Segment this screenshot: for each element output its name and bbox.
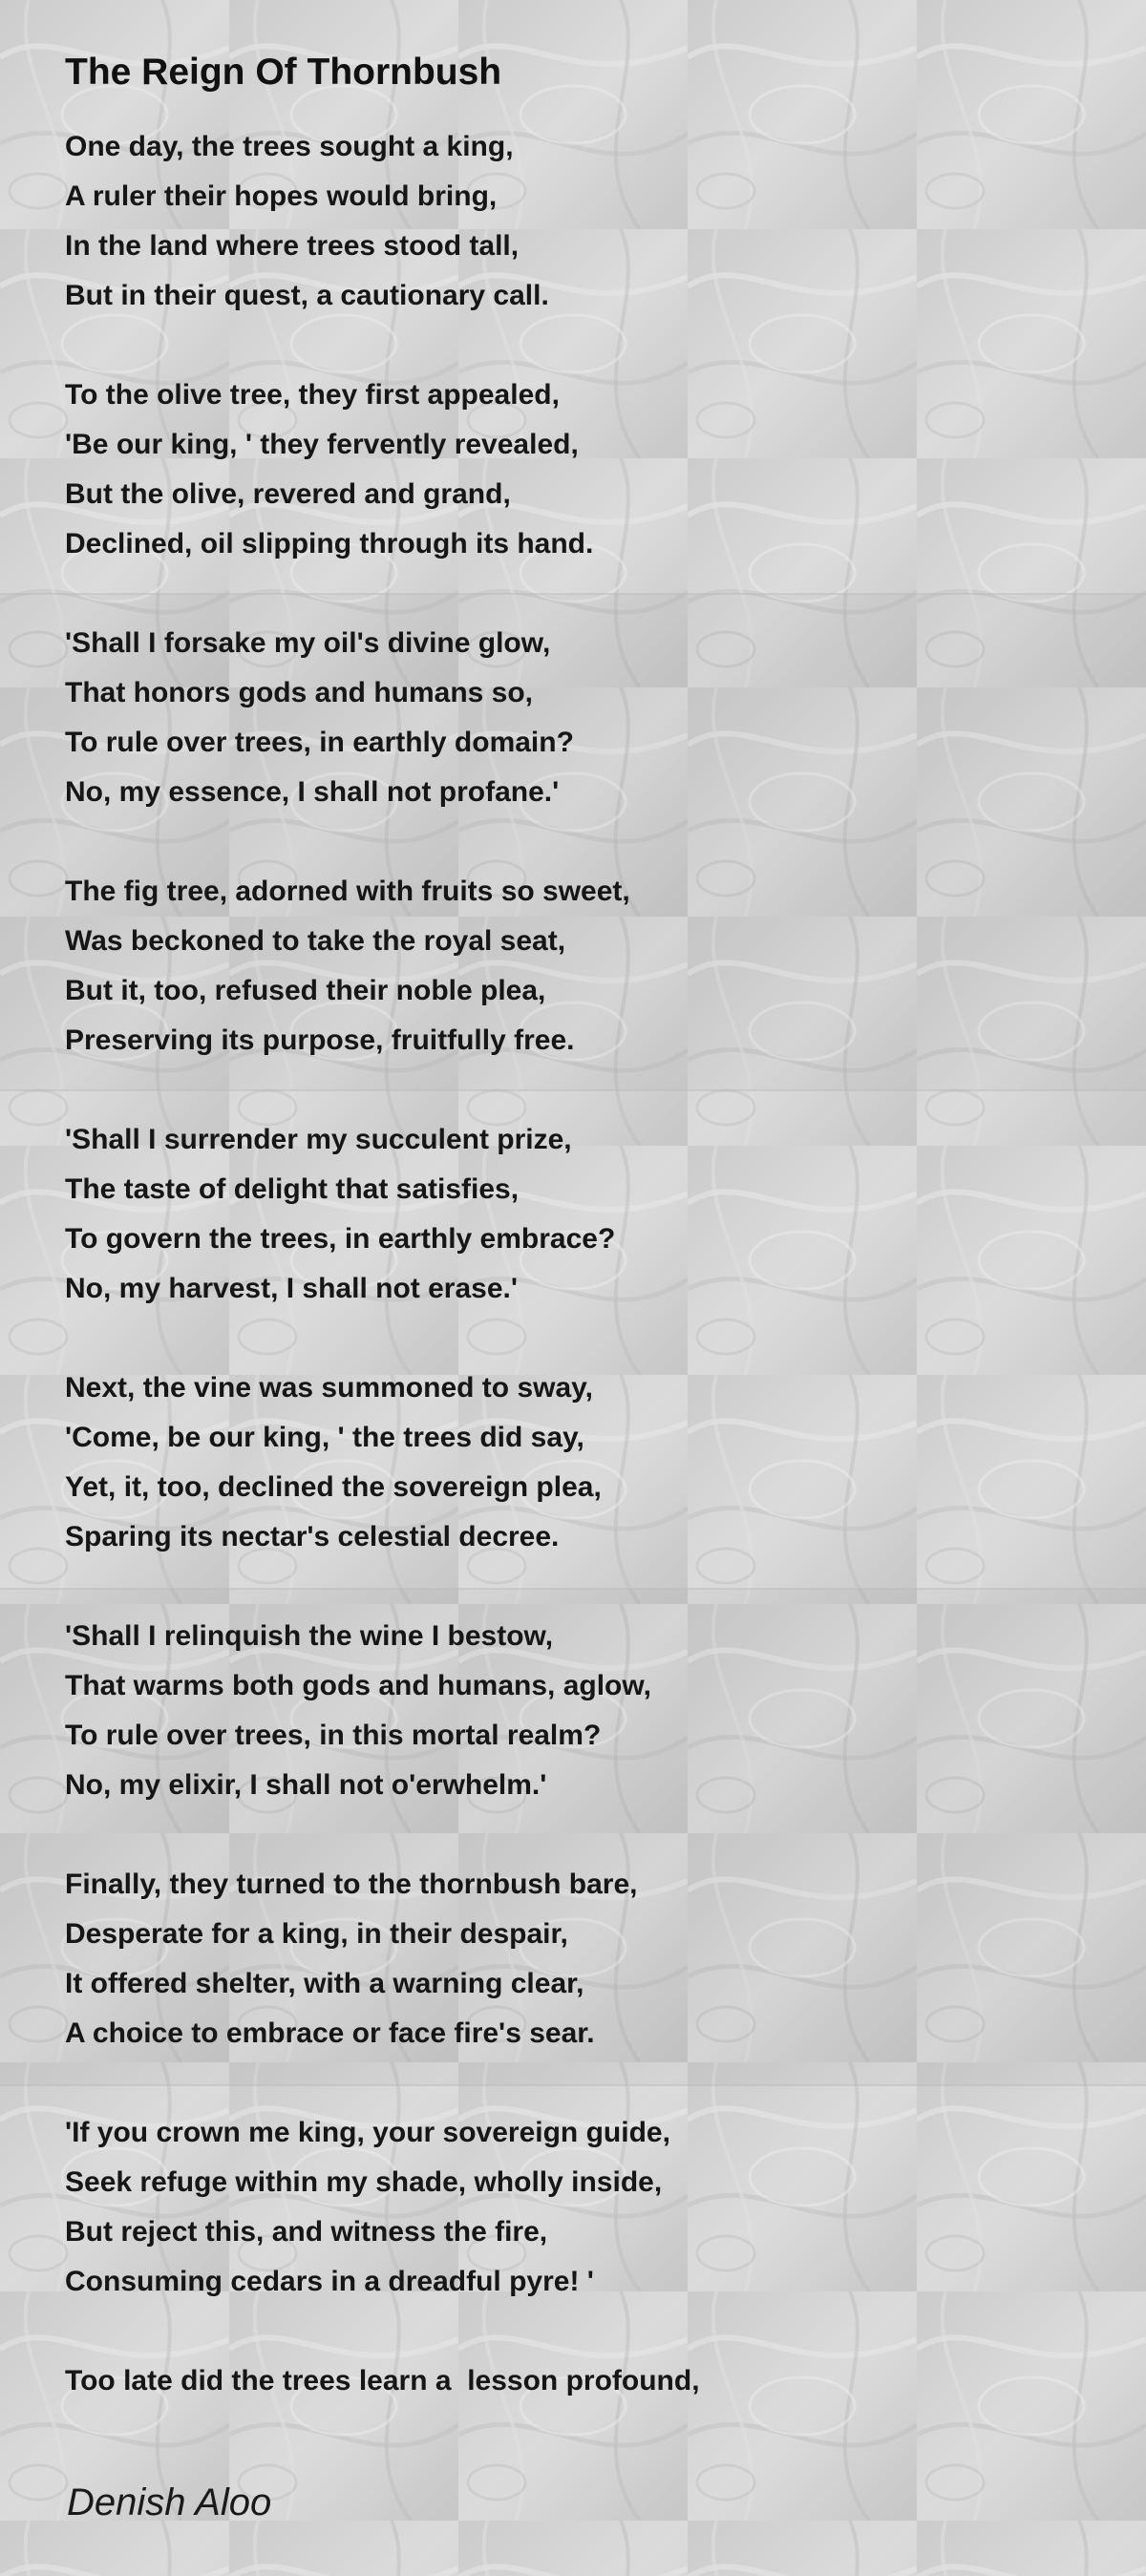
poem-line: To the olive tree, they first appealed,	[65, 379, 560, 411]
poem-stanza	[65, 1860, 1096, 2059]
poem-line: No, my harvest, I shall not erase.'	[65, 1273, 518, 1304]
poem-line: 'Come, be our king, ' the trees did say,	[65, 1422, 584, 1453]
poem-stanza	[65, 122, 1096, 321]
poem-stanzas	[65, 122, 1096, 2406]
poem-line: Was beckoned to take the royal seat,	[65, 925, 566, 957]
poem-line: But the olive, revered and grand,	[65, 478, 511, 510]
poem-stanza	[65, 1612, 1096, 1810]
poem-line: Sparing its nectar's celestial decree.	[65, 1521, 560, 1552]
poem-line: Desperate for a king, in their despair,	[65, 1918, 568, 1950]
poem-line: But reject this, and witness the fire,	[65, 2216, 548, 2248]
poem-title: The Reign Of Thornbush	[65, 52, 502, 93]
poem-line: 'Shall I surrender my succulent prize,	[65, 1124, 572, 1155]
poem-stanza	[65, 1363, 1096, 1562]
poem-line: In the land where trees stood tall,	[65, 230, 520, 262]
poem-stanza	[65, 867, 1096, 1066]
poem-line: Seek refuge within my shade, wholly inside,	[65, 2166, 663, 2198]
poem-line: 'Shall I relinquish the wine I bestow,	[65, 1620, 554, 1652]
poem-stanza	[65, 2356, 1096, 2406]
poem-line: No, my essence, I shall not profane.'	[65, 776, 560, 808]
poem-line: One day, the trees sought a king,	[65, 131, 514, 162]
poem-line: To rule over trees, in earthly domain?	[65, 727, 574, 758]
poem-line: Finally, they turned to the thornbush bare,	[65, 1869, 638, 1900]
poem-line: A ruler their hopes would bring,	[65, 180, 498, 212]
poem-line: 'If you crown me king, your sovereign guide,	[65, 2117, 670, 2148]
poem-line: Yet, it, too, declined the sovereign plea,	[65, 1471, 602, 1503]
poem-line: But in their quest, a cautionary call.	[65, 280, 549, 311]
poem-line: Preserving its purpose, fruitfully free.	[65, 1024, 575, 1056]
poem-line: No, my elixir, I shall not o'erwhelm.'	[65, 1769, 547, 1801]
poem-stanza	[65, 1115, 1096, 1314]
poem-line: But it, too, refused their noble plea,	[65, 975, 546, 1006]
poem-stanza	[65, 370, 1096, 569]
poem-line: The fig tree, adorned with fruits so sweet,	[65, 876, 630, 907]
poem-line: Next, the vine was summoned to sway,	[65, 1372, 593, 1404]
poem-line: Too late did the trees learn a lesson profound,	[65, 2365, 700, 2397]
poem-line: That honors gods and humans so,	[65, 677, 534, 708]
poem-body	[65, 50, 1096, 2456]
poem-line: 'Shall I forsake my oil's divine glow,	[65, 627, 551, 659]
poem-stanza	[65, 2108, 1096, 2307]
poem-line: That warms both gods and humans, aglow,	[65, 1670, 651, 1701]
poem-line: To govern the trees, in earthly embrace?	[65, 1223, 616, 1255]
poem-line: It offered shelter, with a warning clear,	[65, 1968, 584, 1999]
poem-line: The taste of delight that satisfies,	[65, 1173, 520, 1205]
poem-line: To rule over trees, in this mortal realm?	[65, 1720, 602, 1751]
poem-line: Declined, oil slipping through its hand.	[65, 528, 594, 560]
poem-line: A choice to embrace or face fire's sear.	[65, 2017, 595, 2049]
poem-line: 'Be our king, ' they fervently revealed,	[65, 429, 579, 460]
poem-line: Consuming cedars in a dreadful pyre! '	[65, 2266, 594, 2297]
poem-author: Denish Aloo	[67, 2481, 272, 2523]
poem-stanza	[65, 619, 1096, 817]
